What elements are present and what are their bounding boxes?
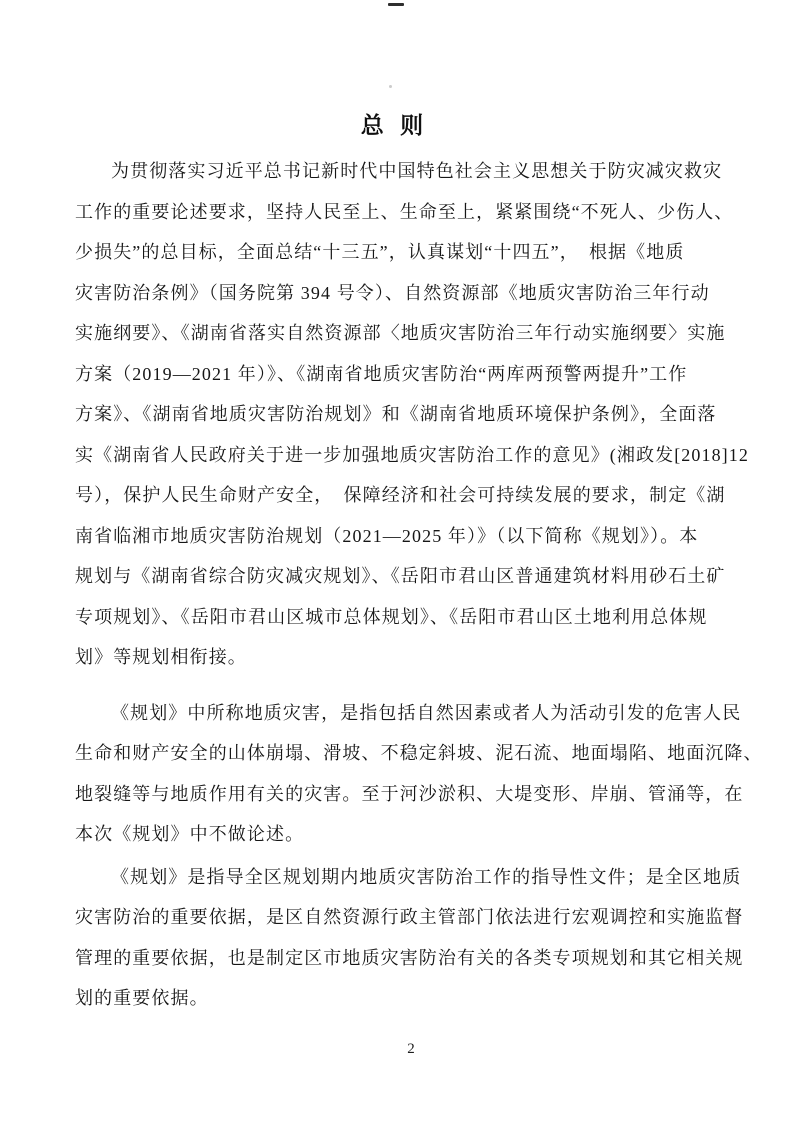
- scan-speck: [389, 85, 392, 88]
- text-line: 为贯彻落实习近平总书记新时代中国特色社会主义思想关于防灾减灾救灾: [111, 161, 723, 181]
- text-line: 实施纲要》、《湖南省落实自然资源部〈地质灾害防治三年行动实施纲要〉实施: [75, 323, 726, 343]
- text-line: 生命和财产安全的山体崩塌、滑坡、不稳定斜坡、泥石流、地面塌陷、地面沉降、: [75, 743, 763, 763]
- text-line: 本次《规划》中不做论述。: [75, 824, 305, 844]
- text-line: 划的重要依据。: [75, 988, 209, 1008]
- page-title: 总 则: [360, 112, 429, 138]
- text-line: 《规划》是指导全区规划期内地质灾害防治工作的指导性文件；是全区地质: [111, 866, 742, 887]
- header-dash-mark: [388, 3, 404, 6]
- text-line: 地裂缝等与地质作用有关的灾害。至于河沙淤积、大堤变形、岸崩、管涌等，在: [75, 783, 744, 804]
- text-line: 方案》、《湖南省地质灾害防治规划》和《湖南省地质环境保护条例》，全面落: [75, 404, 717, 424]
- body-text: [0, 141, 789, 1019]
- text-line: 号），保护人民生命财产安全， 保障经济和社会可持续发展的要求，制定《湖: [75, 485, 726, 505]
- text-line: 工作的重要论述要求，坚持人民至上、生命至上，紧紧围绕“不死人、少伤人、: [75, 201, 734, 222]
- text-line: 方案（2019—2021 年）》、《湖南省地质灾害防治“两库两预警两提升”工作: [75, 363, 688, 384]
- text-line: 管理的重要依据，也是制定区市地质灾害防治有关的各类专项规划和其它相关规: [75, 947, 744, 968]
- paragraph: [75, 151, 749, 678]
- text-line: 划》等规划相衔接。: [75, 647, 247, 667]
- paragraph: [75, 693, 763, 855]
- text-line: 专项规划》、《岳阳市君山区城市总体规划》、《岳阳市君山区土地利用总体规: [75, 606, 708, 627]
- page-number: 2: [407, 1041, 415, 1057]
- paragraph: [75, 857, 749, 1019]
- text-line: 灾害防治条例》（国务院第 394 号令）、自然资源部《地质灾害防治三年行动: [75, 282, 710, 303]
- text-line: 南省临湘市地质灾害防治规划（2021—2025 年）》（以下简称《规划》）。本: [75, 525, 699, 546]
- text-line: 规划与《湖南省综合防灾减灾规划》、《岳阳市君山区普通建筑材料用砂石土矿: [75, 566, 726, 586]
- text-line: 少损失”的总目标，全面总结“十三五”，认真谋划“十四五”， 根据《地质: [75, 242, 685, 262]
- text-line: 灾害防治的重要依据，是区自然资源行政主管部门依法进行宏观调控和实施监督: [75, 907, 744, 927]
- text-line: 实《湖南省人民政府关于进一步加强地质灾害防治工作的意见》(湘政发[2018]12: [75, 444, 749, 465]
- text-line: 《规划》中所称地质灾害，是指包括自然因素或者人为活动引发的危害人民: [111, 702, 742, 723]
